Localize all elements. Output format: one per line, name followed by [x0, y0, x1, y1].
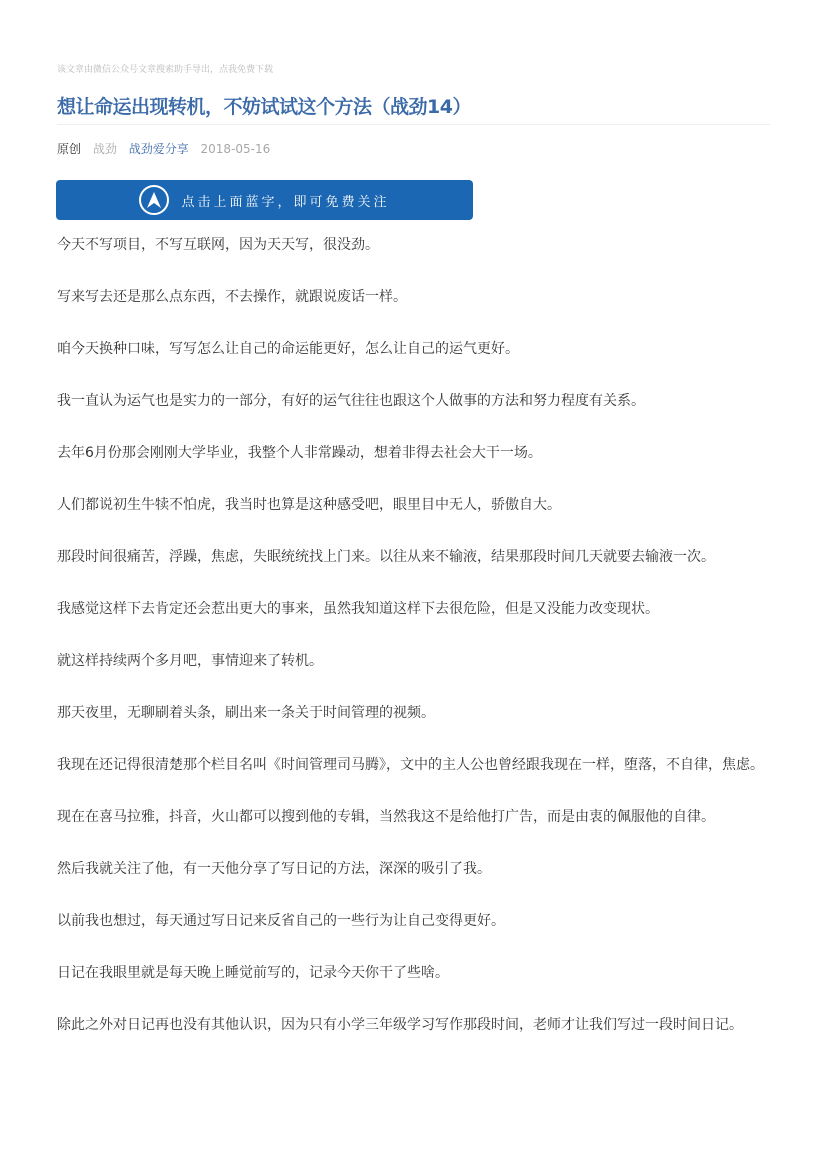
- original-tag: 原创: [57, 142, 82, 156]
- paragraph: 我一直认为运气也是实力的一部分，有好的运气往往也跟这个人做事的方法和努力程度有关系。: [57, 393, 645, 409]
- title-divider: [57, 124, 770, 125]
- paragraph: 以前我也想过，每天通过写日记来反省自己的一些行为让自己变得更好。: [57, 913, 505, 929]
- paragraph: 我现在还记得很清楚那个栏目名叫《时间管理司马腾》，文中的主人公也曾经跟我现在一样，堕落，不自律，焦虑。: [57, 757, 764, 773]
- paragraph: 我感觉这样下去肯定还会惹出更大的事来，虽然我知道这样下去很危险，但是又没能力改变现状。: [57, 601, 659, 617]
- article-meta: [57, 140, 278, 157]
- paragraph: 那段时间很痛苦，浮躁，焦虑，失眠统统找上门来。以往从来不输液，结果那段时间几天就要去输液一次。: [57, 549, 715, 565]
- paragraph: 现在在喜马拉雅，抖音，火山都可以搜到他的专辑，当然我这不是给他打广告，而是由衷的佩服他的自律。: [57, 809, 715, 825]
- paragraph: 除此之外对日记再也没有其他认识，因为只有小学三年级学习写作那段时间，老师才让我们写过一段时间日记。: [57, 1017, 743, 1033]
- paragraph: 咱今天换种口味，写写怎么让自己的命运能更好，怎么让自己的运气更好。: [57, 341, 519, 357]
- paragraph: 今天不写项目，不写互联网，因为天天写，很没劲。: [57, 237, 379, 253]
- paragraph: 就这样持续两个多月吧，事情迎来了转机。: [57, 653, 323, 669]
- arrow-up-circle-icon: [139, 185, 169, 215]
- article-body: [57, 230, 770, 1062]
- export-notice-link[interactable]: 该文章由微信公众号文章搜索助手导出，点我免费下载: [57, 65, 274, 75]
- paragraph: 人们都说初生牛犊不怕虎，我当时也算是这种感受吧，眼里目中无人，骄傲自大。: [57, 497, 561, 513]
- publish-date: 2018-05-16: [200, 142, 271, 156]
- article-title: 想让命运出现转机，不妨试试这个方法（战劲14）: [57, 96, 471, 118]
- account-link[interactable]: 战劲爱分享: [128, 142, 189, 156]
- follow-banner[interactable]: [56, 180, 473, 220]
- paragraph: 那天夜里，无聊刷着头条，刷出来一条关于时间管理的视频。: [57, 705, 435, 721]
- paragraph: 日记在我眼里就是每天晚上睡觉前写的，记录今天你干了些啥。: [57, 965, 449, 981]
- paragraph: 写来写去还是那么点东西，不去操作，就跟说废话一样。: [57, 289, 407, 305]
- follow-banner-text: 点击上面蓝字，即可免费关注: [181, 194, 390, 210]
- paragraph: 去年6月份那会刚刚大学毕业，我整个人非常躁动，想着非得去社会大干一场。: [57, 445, 542, 461]
- author-name: 战劲: [92, 142, 117, 156]
- paragraph: 然后我就关注了他，有一天他分享了写日记的方法，深深的吸引了我。: [57, 861, 491, 877]
